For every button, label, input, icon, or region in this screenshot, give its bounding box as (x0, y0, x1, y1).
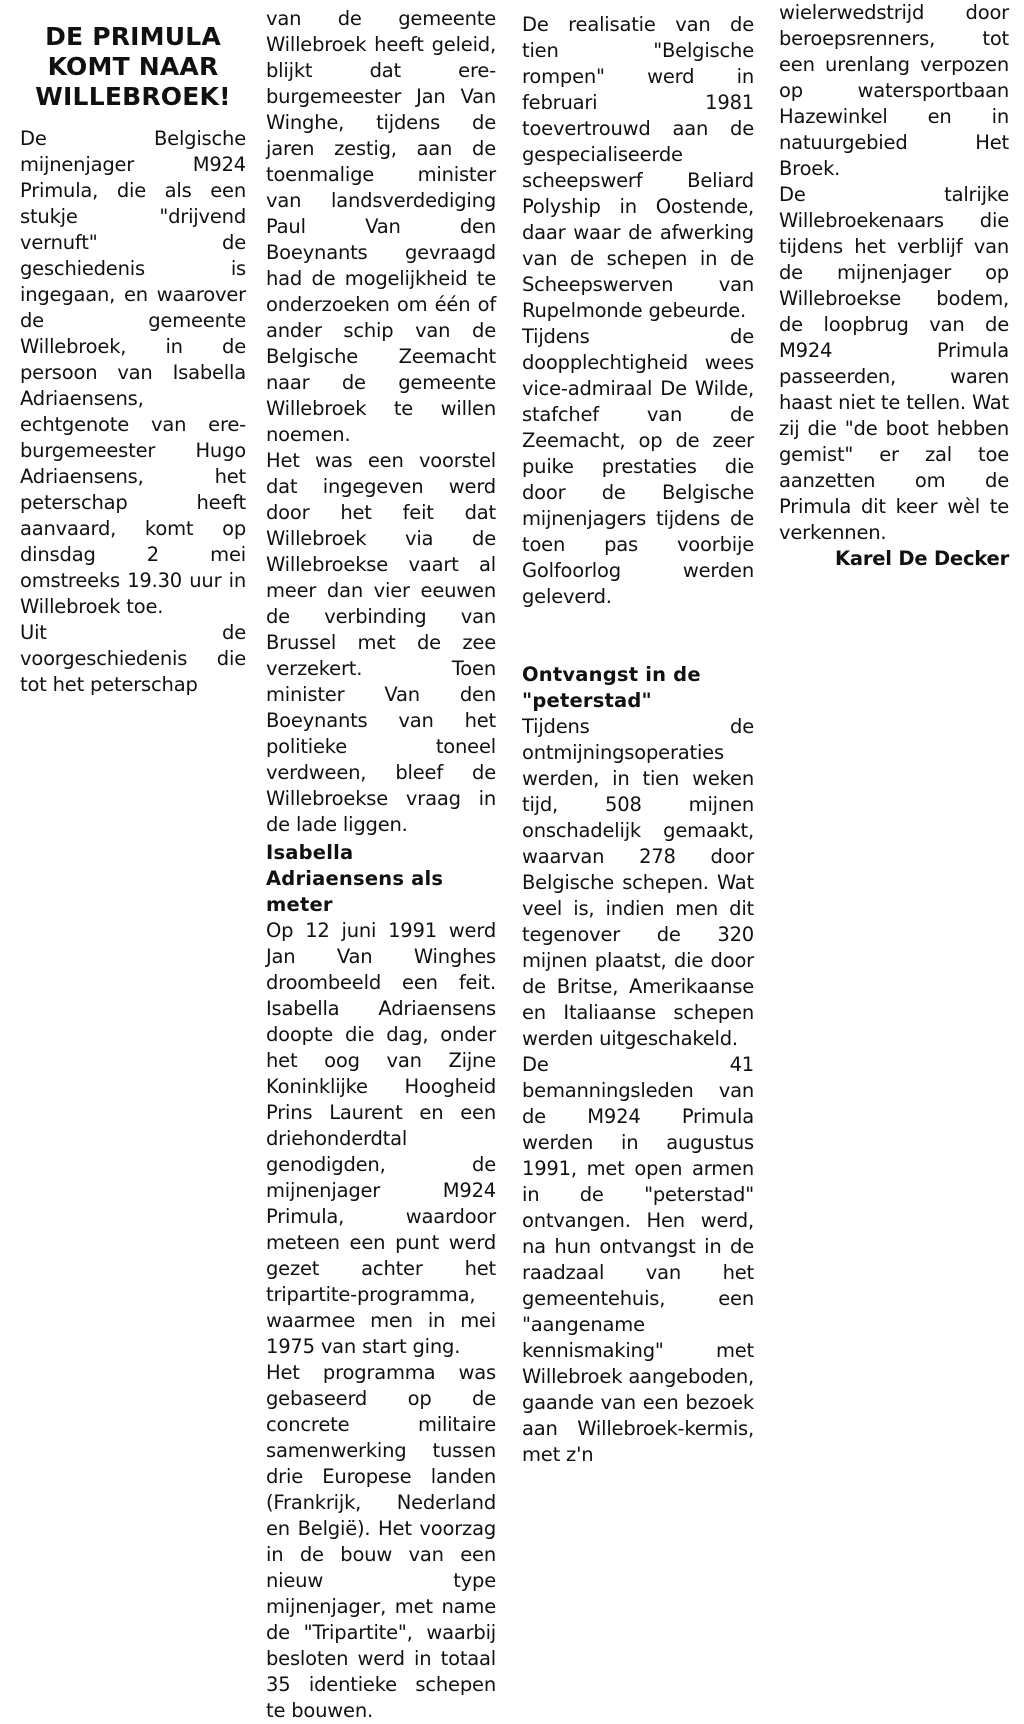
paragraph-3: Het was een voorstel dat ingegeven werd door het feit dat Willebroek via de Willebroekse vaart al meer dan vier eeuwen de verbinding van Brussel met de zee verzekert. Toen minister Van den Boeynants van het politieke toneel verdween, bleef de Willebroekse vraag in de lade liggen. (266, 449, 496, 836)
intro-paragraph: De Belgische mijnenjager M924 Primula, die als een stukje "drijvend vernuft" de geschiedenis is ingegaan, en waarover de gemeente Willebroek, in de persoon van Isabella Adriaensens, echtgenote van ere-burgemeester Hugo Adriaensens, het peterschap heeft aanvaard, komt op dinsdag 2 mei omstreeks 19.30 uur in Willebroek toe. (20, 127, 246, 618)
paragraph-4: Op 12 juni 1991 werd Jan Van Winghes droombeeld een feit. Isabella Adriaensens doopte die dag, onder het oog van Zijne Koninklijke Hoogheid Prins Laurent en een driehonderdtal genodigden, de mijnenjager M924 Primula, waardoor meteen een punt werd gezet achter het tripartite-programma, waarmee men in mei 1975 van start ging. (266, 919, 496, 1358)
subheading-meter: Isabella Adriaensens als meter (266, 841, 444, 916)
paragraph-2-start: Uit de voorgeschiedenis die tot het peterschap (20, 621, 246, 696)
column-3 (522, 12, 754, 1468)
column-2 (266, 6, 496, 1724)
headline: DE PRIMULA KOMT NAAR WILLEBROEK! (35, 22, 231, 111)
subheading-ontvangst: Ontvangst in de "peterstad" (522, 663, 701, 712)
column-1 (20, 12, 246, 698)
paragraph-7: Tijdens de doopplechtigheid wees vice-admiraal De Wilde, stafchef van de Zeemacht, op de zeer puike prestaties die door de Belgische mijnenjagers tijdens de toen pas voorbije Golfoorlog werden geleverd. (522, 325, 754, 608)
paragraph-5: Het programma was gebaseerd op de concrete militaire samenwerking tussen drie Europese landen (Frankrijk, Nederland en België). Het voorzag in de bouw van een nieuw type mijnenjager, met name de "Tripartite", waarbij besloten werd in totaal 35 identieke schepen te bouwen. (266, 1361, 496, 1722)
column-4 (779, 0, 1009, 572)
paragraph-6: De realisatie van de tien "Belgische rompen" werd in februari 1981 toevertrouwd aan de gespecialiseerde scheepswerf Beliard Polyship in Oostende, daar waar de afwerking van de schepen in de Scheepswerven van Rupelmonde gebeurde. (522, 13, 754, 322)
author-byline: Karel De Decker (834, 547, 1009, 570)
paragraph-9-start: De 41 bemanningsleden van de M924 Primula werden in augustus 1991, met open armen in de "peterstad" ontvangen. Hen werd, na hun ontvangst in de raadzaal van het gemeentehuis, een "aangename kennismaking" met Willebroek aangeboden, gaande van een bezoek aan Willebroek-kermis, met z'n (522, 1053, 754, 1466)
paragraph-9-end: wielerwedstrijd door beroepsrenners, tot een urenlang verpozen op watersportbaan Hazewinkel en in natuurgebied Het Broek. (779, 1, 1009, 180)
paragraph-8: Tijdens de ontmijningsoperaties werden, in tien weken tijd, 508 mijnen onschadelijk gemaakt, waarvan 278 door Belgische schepen. Wat veel is, indien men dit tegenover de 320 mijnen plaatst, die door de Britse, Amerikaanse en Italiaanse schepen werden uitgeschakeld. (522, 715, 754, 1050)
paragraph-10: De talrijke Willebroekenaars die tijdens het verblijf van de mijnenjager op Willebroekse bodem, de loopbrug van de M924 Primula passeerden, waren haast niet te tellen. Wat zij die "de boot hebben gemist" er zal toe aanzetten om de Primula dit keer wèl te verkennen. (779, 183, 1009, 544)
paragraph-2-end: van de gemeente Willebroek heeft geleid, blijkt dat ere-burgemeester Jan Van Winghe, tijdens de jaren zestig, aan de toenmalige minister van landsverdediging Paul Van den Boeynants gevraagd had de mogelijkheid te onderzoeken om één of ander schip van de Belgische Zeemacht naar de gemeente Willebroek te willen noemen. (266, 7, 496, 446)
